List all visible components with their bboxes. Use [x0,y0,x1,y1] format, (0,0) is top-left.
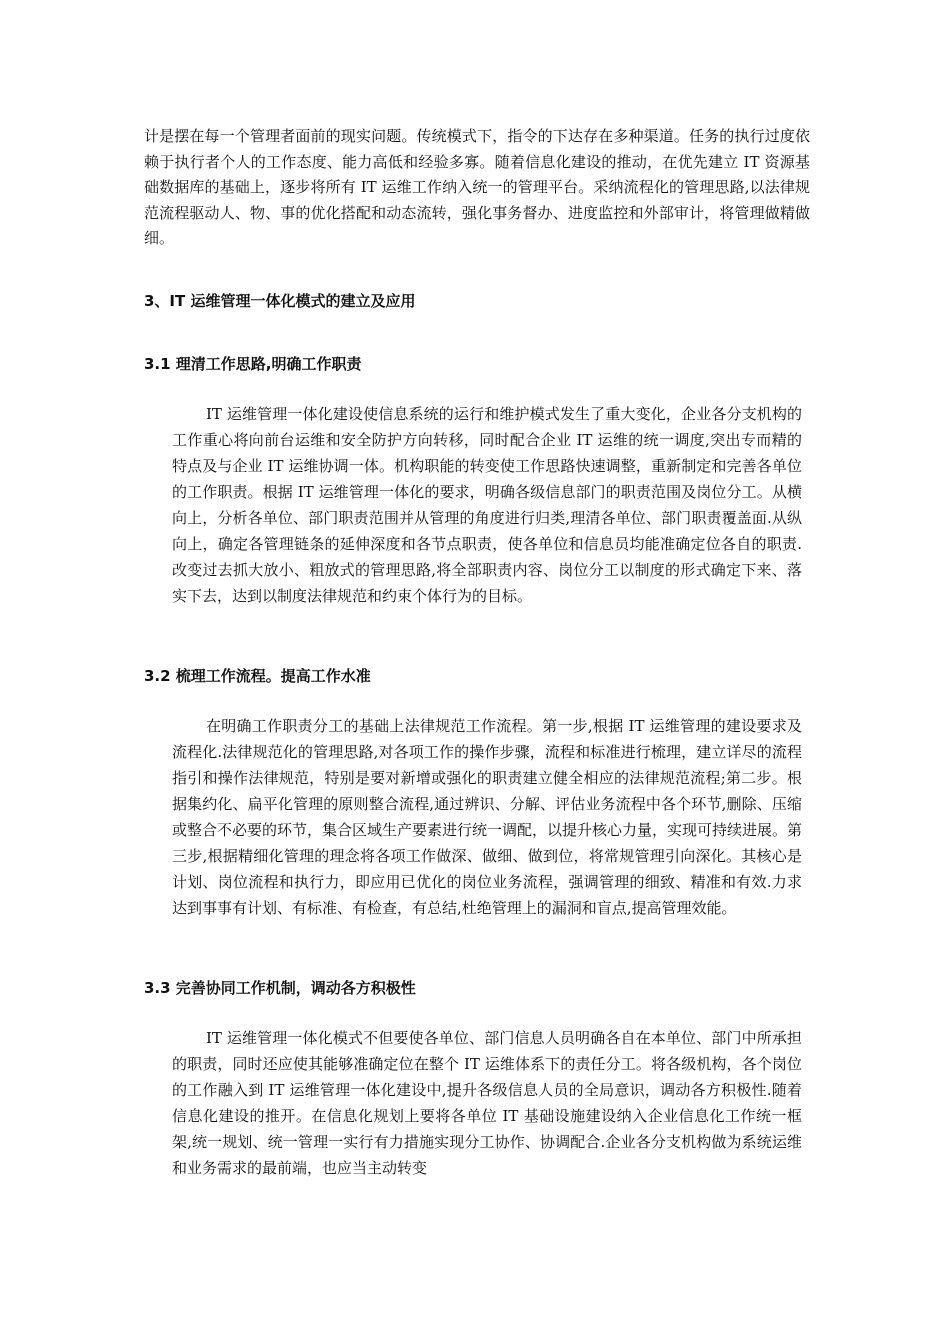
section-3-3-heading: 3.3 完善协同工作机制，调动各方积极性 [144,979,416,997]
section-3-2-heading: 3.2 梳理工作流程。提高工作水准 [144,667,371,685]
section-3-1-body: IT 运维管理一体化建设使信息系统的运行和维护模式发生了重大变化，企业各分支机构的工作重心将向前台运维和安全防护方向转移，同时配合企业 IT 运维的统一调度,突出专而精的特点及与企业 IT 运维协调一体。机构职能的转变使工作思路快速调整，重新制定和完善各单位的工作职责。根据 IT 运维管理一体化的要求，明确各级信息部门的职责范围及岗位分工。从横向上，分析各单位、部门职责范围并从管理的角度进行归类,理清各单位、部门职责覆盖面.从纵向上，确定各管理链条的延伸深度和各节点职责，使各单位和信息员均能准确定位各自的职责.改变过去抓大放小、粗放式的管理思路,将全部职责内容、岗位分工以制度的形式确定下来、落实下去，达到以制度法律规范和约束个体行为的目标。 [172,405,802,605]
intro-paragraph: 计是摆在每一个管理者面前的现实问题。传统模式下，指令的下达存在多种渠道。任务的执行过度依赖于执行者个人的工作态度、能力高低和经验多寡。随着信息化建设的推动，在优先建立 IT 资源基础数据库的基础上，逐步将所有 IT 运维工作纳入统一的管理平台。采纳流程化的管理思路,以法律规范流程驱动人、物、事的优化搭配和动态流转，强化事务督办、进度监控和外部审计，将管理做精做细。 [144,127,810,247]
section-3-1-heading: 3.1 理清工作思路,明确工作职责 [144,355,362,373]
section-3-2-body: 在明确工作职责分工的基础上法律规范工作流程。第一步,根据 IT 运维管理的建设要求及流程化.法律规范化的管理思路,对各项工作的操作步骤，流程和标准进行梳理，建立详尽的流程指引和操作法律规范，特别是要对新增或强化的职责建立健全相应的法律规范流程;第二步。根据集约化、扁平化管理的原则整合流程,通过辨识、分解、评估业务流程中各个环节,删除、压缩或整合不必要的环节，集合区域生产要素进行统一调配，以提升核心力量，实现可持续进展。第三步,根据精细化管理的理念将各项工作做深、做细、做到位，将常规管理引向深化。其核心是计划、岗位流程和执行力，即应用已优化的岗位业务流程，强调管理的细致、精准和有效.力求达到事事有计划、有标准、有检查，有总结,杜绝管理上的漏洞和盲点,提高管理效能。 [172,717,803,917]
section-3-heading: 3、IT 运维管理一体化模式的建立及应用 [144,292,416,310]
section-3-3-body: IT 运维管理一体化模式不但要使各单位、部门信息人员明确各自在本单位、部门中所承担的职责，同时还应使其能够准确定位在整个 IT 运维体系下的责任分工。将各级机构，各个岗位的工作融入到 IT 运维管理一体化建设中,提升各级信息人员的全局意识，调动各方积极性.随着信息化建设的推开。在信息化规划上要将各单位 IT 基础设施建设纳入企业信息化工作统一框架,统一规划、统一管理一实行有力措施实现分工协作、协调配合.企业各分支机构做为系统运维和业务需求的最前端，也应当主动转变 [172,1029,802,1177]
